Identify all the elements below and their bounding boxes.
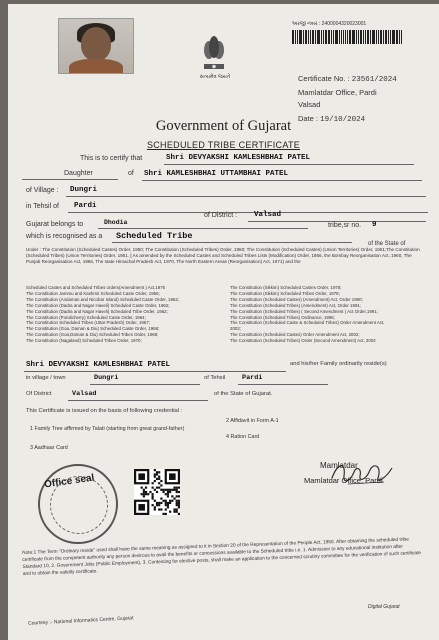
family-label: and his/her Family ordinarily reside(s) (290, 361, 387, 367)
holder-name: Shri DEVYAKSHI KAMLESHBHAI PATEL (26, 361, 171, 369)
tribe-sr-label: tribe,sr no. (328, 222, 362, 229)
res-district-value: Valsad (72, 390, 97, 398)
certificate-type: SCHEDULED TRIBE CERTIFICATE (146, 140, 301, 150)
issuing-office: Mamlatdar Office, Pardi (298, 88, 377, 97)
certificate-number-row (298, 74, 397, 84)
order-item: The Constitution (Dadra and Nagar Haveli) Scheduled Caste Order, 1962; (26, 302, 170, 308)
issuing-district: Valsad (298, 100, 321, 109)
res-district-label: Of District (26, 391, 52, 397)
applicant-name: Shri DEVYAKSHI KAMLESHBHAI PATEL (166, 154, 311, 162)
signatory-designation: Mamlatdar (320, 461, 358, 470)
tehsil-value: Pardi (74, 202, 97, 210)
certificate-sheet (8, 4, 439, 640)
district-value: Valsad (254, 211, 282, 219)
order-item: 2002; (230, 326, 241, 332)
village-value: Dungri (70, 186, 98, 194)
credential-3: 3 Aadhaar Card (30, 445, 68, 451)
order-item: The Constitution (Scheduled Tribes) Ordinance, 1996; (230, 314, 335, 320)
order-item: The Constitution Scheduled Tribes (Uttar Pradesh) Order, 1967; (26, 320, 150, 326)
seal-label: Office seal (43, 472, 96, 491)
basis-label: This Certificate is issued on the basis of following credential : (26, 408, 183, 414)
res-village-value: Dungri (94, 374, 119, 382)
under-orders-text: Under : The Constitution (Scheduled Castes) Order, 1950; The Constitution (Scheduled Tribes) Order, 1950; The Constitution (Scheduled Castes) (Union Territories) Order, 1951;The Constitution (Scheduled Tribes) (Union Territories) Order, 1951. [ As amended by the Scheduled Castes and Scheduled Tribes Lists (Modification) Order, 1956, the Bombay Reorganisation Act, 1960, The Punjab Reorganisation Act, 1966, The state Himachal Pradesh Act, 1970, The North Eastern Areas (Reorganisation) Act, 1971) and the (26, 247, 420, 265)
order-item: The Constitution Jammu and Kashmir Scheduled Caste Order, 1956; (26, 290, 160, 296)
recognised-as: Scheduled Tribe (116, 231, 193, 241)
applicant-photo (58, 18, 134, 74)
tehsil-label: in Tehsil of (26, 203, 59, 210)
of-label: of (128, 170, 134, 177)
qr-code (134, 469, 180, 515)
order-item: The Constitution (Sikkim) Scheduled Castes Order, 1978; (230, 285, 342, 290)
res-village-label: in village / town (26, 375, 66, 381)
order-item: The Constitution (Scheduled Caste & Scheduled Tribes) Order Amendment Act, (230, 320, 385, 326)
order-item: The Constitution (Goa, Daman & Diu) Scheduled Caste Order, 1968; (26, 326, 160, 332)
order-item: The Constitution (Goa,Daman & Diu) Scheduled Tribes Order, 1968; (26, 332, 159, 338)
certify-label: This is to certify that (80, 155, 143, 162)
order-item: The Constitution (Dadra and Nagar Haveli) Scheduled Tribe Order, 1962; (26, 308, 168, 314)
order-item: The Constitution (Andaman and Nicobar Island) Scheduled Caste Order, 1962; (26, 296, 180, 302)
order-item: The Constitution (Scheduled Tribes) (Amendment) Act, Order 1991; (230, 302, 362, 308)
credential-2: 2 Affidavit in Form A-1 (226, 418, 279, 424)
note-text: Note:1 The Term "Ordinary reside" used shall have the same meaning as assigned to it in Section 20 of the Representation of the People Act, 1950. After obtaining the scheduled tribe certificate from the competent authority any person desirous to avail the benefits or concessions available to the Scheduled tribe i.e. 1. Admission to any educational institution after Standard 10, 2. Government Jobs (Public Employment), 3. Contesting for elective posts, shall make an application to the concerned scrutiny committee for the verification of such certificate and to obtain the validity certificate. (22, 537, 422, 577)
orders-left-list (26, 285, 226, 344)
state-label: of the State of (368, 241, 406, 247)
certificate-number-label: Certificate No. : (298, 74, 350, 83)
national-emblem-icon (200, 30, 228, 74)
relation: Daughter (64, 170, 93, 177)
order-item: The Constitution (Nagaland) Scheduled Tribes Order, 1970; (26, 338, 142, 344)
recognised-label: which is recognised as a (26, 233, 103, 240)
res-tehsil-value: Pardi (242, 374, 263, 382)
orders-right-list (230, 285, 426, 344)
footer-brand: Digital Gujarat (368, 604, 400, 610)
order-item: The Constitution (Pondicherry) Scheduled Caste Order, 1964; (26, 314, 146, 320)
page-title: Government of Gujarat (155, 118, 292, 134)
application-number: અરજી નંબર : 2400004320023001 (292, 21, 367, 27)
res-state-label: of the State of Gujarat. (214, 391, 273, 397)
order-item: The Constitution (Sikkim) Scheduled Tribes Order, 1978; (230, 290, 340, 296)
district-label: of District : (204, 212, 238, 219)
father-name: Shri KAMLESHBHAI UTTAMBHAI PATEL (144, 170, 289, 178)
order-item: The Constitution (Scheduled Castes) (Amendment) Act, Order 1990; (230, 296, 363, 302)
order-item: The Constitution (Scheduled Tribes) Order (Second Amendment) Act, 2002 (230, 338, 376, 344)
tribe-sr-no: 9 (372, 221, 377, 229)
tribe-name: Dhodia (104, 219, 128, 226)
issue-date: 19/10/2024 (320, 116, 366, 124)
order-item: The Constitution (Scheduled Tribes) ( Second Amendment ) Act Order,1991; (230, 308, 378, 314)
certificate-number: 23561/2024 (351, 76, 397, 84)
village-label: of Village : (26, 187, 59, 194)
footer-courtesy: Courtesy :- National Informatics Centre, Gujarat (27, 615, 134, 627)
barcode (292, 30, 402, 44)
signatory-office: Mamlatdar Office, Pardi (304, 476, 383, 485)
order-item: Scheduled Castes and Scheduled Tribes orders(Amendment ) Act,1976 (26, 285, 166, 290)
credential-4: 4 Ration Card (226, 434, 260, 440)
credential-1: 1 Family Tree affirmed by Talati (starting from great grand-father) (30, 426, 185, 432)
belongs-label: Gujarat belongs to (26, 221, 84, 228)
emblem-motto: સત્યમેવ જયતે (199, 74, 231, 80)
order-item: The Constitution (Scheduled Castes) Order Amendment Act, 2002; (230, 332, 360, 338)
res-tehsil-label: of Tehsil (204, 375, 226, 381)
date-label: Date : (298, 114, 319, 123)
